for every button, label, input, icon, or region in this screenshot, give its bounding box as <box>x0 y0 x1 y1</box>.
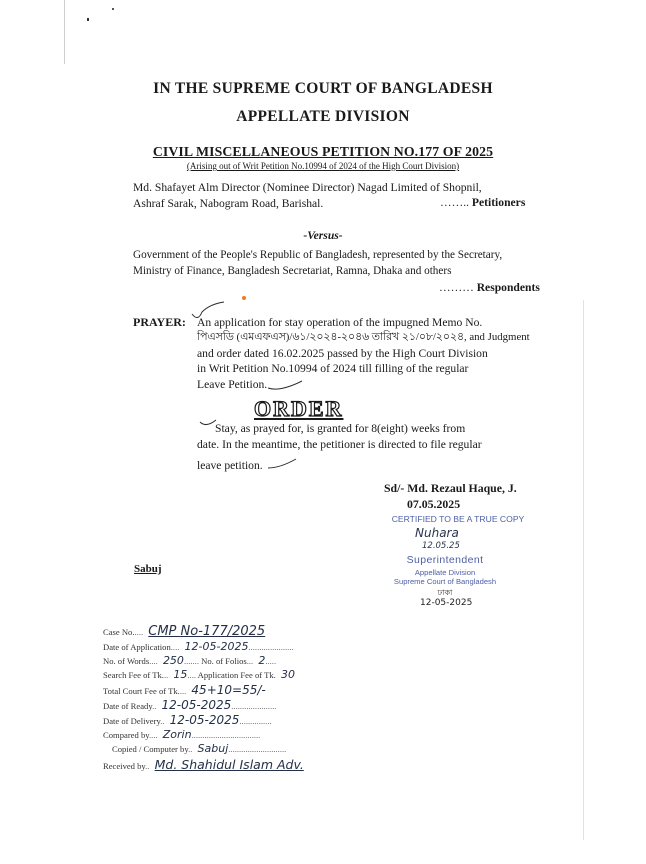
date-app-label: Date of Application <box>103 642 171 652</box>
order-heading: ORDER <box>254 396 344 421</box>
clerk-name: Sabuj <box>134 563 162 575</box>
search-fee-label: Search Fee of Tk. <box>103 670 164 680</box>
superintendent-title: Superintendent <box>406 554 484 566</box>
pen-underline-mark-order <box>266 456 300 472</box>
case-no-label: Case No. <box>103 627 135 637</box>
respondent-label-text: Respondents <box>476 281 540 294</box>
petitioner-line-1: Md. Shafayet Alm Director (Nominee Director) Nagad Limited of Shopnil, <box>133 181 482 194</box>
petition-title: CIVIL MISCELLANEOUS PETITION NO.177 OF 2025 <box>152 144 494 159</box>
folios-label: No. of Folios <box>201 656 247 666</box>
register-words: No. of Words.... 250....... No. of Folios... 2..... <box>103 654 277 667</box>
scan-speck-2 <box>112 8 114 10</box>
respondent-line-1: Government of the People's Republic of Bangladesh, represented by the Secretary, <box>133 249 503 261</box>
petitioner-label-text: Petitioners <box>471 196 526 209</box>
order-line-1: Stay, as prayed for, is granted for 8(eight) weeks from <box>215 422 466 435</box>
pen-tick-mark <box>190 300 230 322</box>
prayer-line-3: and order dated 16.02.2025 passed by the High Court Division <box>197 347 488 360</box>
register-date-application: Date of Application.... 12-05-2025..................... <box>103 640 294 653</box>
register-fees: Search Fee of Tk... 15.... Application Fee of Tk. 30 <box>103 668 295 681</box>
date-ready-label: Date of Ready <box>103 701 153 711</box>
scan-edge-left <box>64 0 65 64</box>
case-no-value: CMP No-177/2025 <box>148 624 266 639</box>
register-received: Received by.. Md. Shahidul Islam Adv. <box>103 757 304 772</box>
app-fee-label: Application Fee of Tk. <box>197 670 276 680</box>
prayer-line-2: পিএসডি (এমএফএস)/৬১/২০২৪-২০৪৬ তারিখ ২১/০৮/২০২৪, and Judgment <box>197 331 530 343</box>
folios-value: 2 <box>258 654 266 667</box>
search-fee-value: 15 <box>173 668 188 681</box>
compared-label: Compared by <box>103 730 149 740</box>
court-name: IN THE SUPREME COURT OF BANGLADESH <box>153 80 493 97</box>
prayer-label: PRAYER: <box>133 315 186 329</box>
received-label: Received by <box>103 761 146 771</box>
total-fee-value: 45+10=55/- <box>191 683 266 697</box>
petitioner-label <box>440 195 525 211</box>
copied-value: Sabuj <box>197 742 229 755</box>
words-value: 250 <box>162 654 184 667</box>
register-total-fee: Total Court Fee of Tk.... 45+10=55/- <box>103 683 266 697</box>
scan-speck <box>87 18 89 21</box>
pen-tick-mark-order <box>198 418 220 432</box>
prayer-line-4: in Writ Petition No.10994 of 2024 till filling of the regular <box>197 362 469 375</box>
prayer-line-1: An application for stay operation of the impugned Memo No. <box>197 316 483 329</box>
words-label: No. of Words <box>103 656 150 666</box>
certifier-signature: Nuhara <box>415 526 459 540</box>
orange-dot <box>242 296 246 300</box>
date-app-value: 12-05-2025 <box>184 640 249 653</box>
petitioner-line-2: Ashraf Sarak, Nabogram Road, Barishal. <box>133 197 324 210</box>
certifier-sign-date: 12.05.25 <box>422 541 460 551</box>
petition-arising: (Arising out of Writ Petition No.10994 of 2024 of the High Court Division) <box>186 161 460 171</box>
pen-underline-mark <box>266 378 306 394</box>
respondent-dots: ……… <box>439 281 474 294</box>
order-line-3: leave petition. <box>197 459 263 472</box>
register-compared: Compared by.... Zorin................................ <box>103 728 261 741</box>
respondent-line-2: Ministry of Finance, Bangladesh Secretariat, Ramna, Dhaka and others <box>133 265 452 277</box>
petitioner-dots: …….. <box>440 196 469 209</box>
register-case-no: Case No..... CMP No-177/2025 <box>103 624 266 639</box>
register-date-ready: Date of Ready.. 12-05-2025..................... <box>103 698 277 712</box>
app-fee-value: 30 <box>280 668 295 681</box>
register-date-delivery: Date of Delivery.. 12-05-2025............... <box>103 713 272 727</box>
copied-label: Copied / Computer by <box>112 744 189 754</box>
prayer-line-5: Leave Petition. <box>197 378 268 391</box>
judge-date: 07.05.2025 <box>407 497 461 511</box>
court-division: APPELLATE DIVISION <box>236 108 410 125</box>
stamp-date: 12-05-2025 <box>420 598 473 608</box>
date-delivery-label: Date of Delivery <box>103 716 161 726</box>
date-delivery-value: 12-05-2025 <box>169 713 240 727</box>
stamp-office-1: Appellate Division <box>414 568 476 577</box>
certified-true-copy: CERTIFIED TO BE A TRUE COPY <box>391 514 525 524</box>
respondent-label <box>439 280 540 296</box>
received-value: Md. Shahidul Islam Adv. <box>154 757 304 772</box>
total-fee-label: Total Court Fee of Tk. <box>103 686 180 696</box>
order-line-2: date. In the meantime, the petitioner is directed to file regular <box>197 438 482 451</box>
compared-value: Zorin <box>162 728 192 741</box>
stamp-office-2: Supreme Court of Bangladesh <box>393 577 497 586</box>
scan-edge-right <box>583 300 584 840</box>
register-copied: Copied / Computer by.. Sabuj........................... <box>112 742 287 755</box>
versus: -Versus- <box>303 229 343 242</box>
stamp-dhaka: ঢাকা <box>437 588 453 597</box>
date-ready-value: 12-05-2025 <box>161 698 232 712</box>
judge-signature: Sd/- Md. Rezaul Haque, J. <box>384 481 517 495</box>
